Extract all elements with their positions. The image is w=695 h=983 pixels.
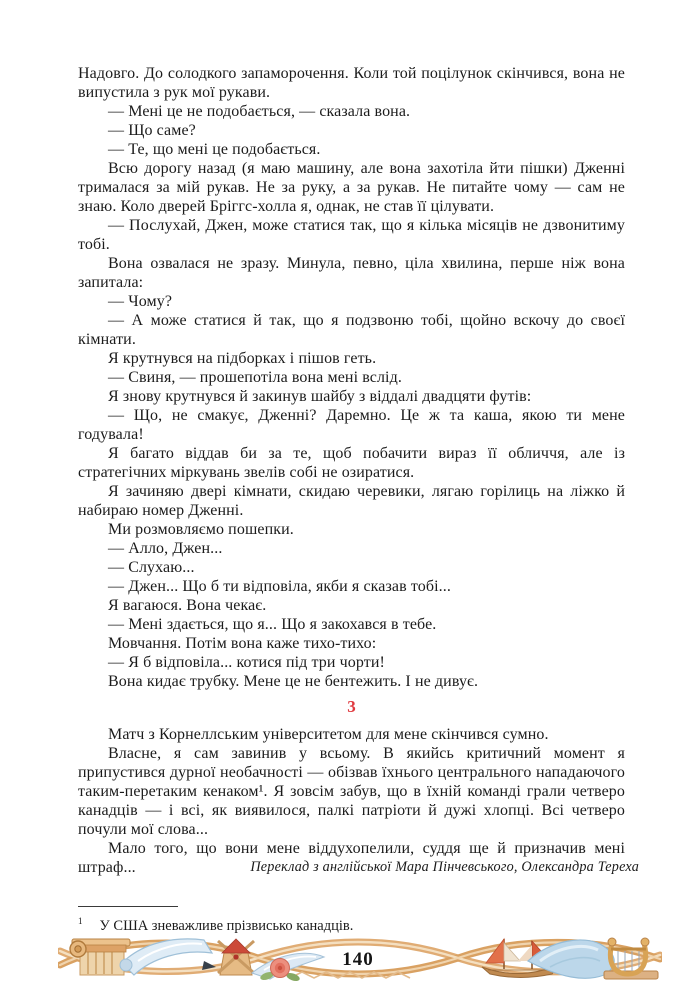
dialogue-line: — Джен... Що б ти відповіла, якби я сказав тобі... [108, 578, 451, 595]
paragraph: Я зачиняю двері кімнати, скидаю черевики, лягаю горілиць на ліжко й набираю номер Дженні. [78, 483, 625, 519]
paragraph: Матч з Корнеллським університетом для мене скінчився сумно. [108, 726, 549, 743]
paragraph: Вона озвалася не зразу. Минула, певно, ціла хвилина, перше ніж вона запитала: [78, 255, 625, 291]
paragraph: Я вагаюся. Вона чекає. [108, 597, 267, 614]
windmill-icon [218, 939, 254, 975]
paragraph: Я крутнувся на підборках і пішов геть. [108, 350, 377, 367]
paragraph-text: Мало того, що вони мене віддухопелили, суддя ще й призначив мені штраф... [78, 840, 625, 876]
paragraph: Я багато віддав би за те, щоб побачити вираз її обличчя, але із стратегічних міркувань звелів собі не озиратися. [78, 445, 625, 481]
dialogue-line: — Чому? [108, 293, 173, 310]
dialogue-line: — Слухаю... [108, 559, 195, 576]
paragraph [78, 839, 639, 877]
section-number: 3 [347, 697, 356, 716]
dialogue-line: — А може статися й так, що я подзвоню тобі, щойно вскочу до своєї кімнати. [78, 312, 625, 348]
page-text [78, 64, 639, 877]
dialogue-line: — Мені це не подобається, — сказала вона. [108, 103, 411, 120]
footnote-marker: 1 [78, 916, 83, 926]
footnote-text: У США зневажливе прізвисько канадців. [99, 917, 354, 934]
dialogue-line: — Що, не смакує, Дженні? Даремно. Це ж та каша, якою ти мене годувала! [78, 407, 625, 443]
column-icon [70, 939, 130, 975]
dialogue-line: — Що саме? [108, 122, 196, 139]
paragraph: Вона кидає трубку. Мене це не бентежить. І не дивує. [108, 673, 479, 690]
translator-credit: Переклад з англійської Мара Пінчевського, Олександра Тереха [250, 859, 639, 875]
dialogue-line: — Свиня, — прошепотіла вона мені вслід. [108, 369, 402, 386]
dialogue-line: — Мені здається, що я... Що я закохався в тебе. [108, 616, 437, 633]
footer-ornament [58, 931, 662, 983]
dialogue-line: — Алло, Джен... [108, 540, 223, 557]
paragraph: Я знову крутнувся й закинув шайбу з віддалі двадцяти футів: [108, 388, 532, 405]
page-number: 140 [342, 949, 374, 970]
paragraph: Мовчання. Потім вона каже тихо-тихо: [108, 635, 377, 652]
paragraph: Надовго. До солодкого запаморочення. Коли той поцілунок скінчився, вона не випустила з рук мої рукави. [78, 65, 625, 101]
paragraph: Ми розмовляємо пошепки. [108, 521, 294, 538]
paragraph: Власне, я сам завинив у всьому. В якийсь критичний момент я припустився дурної необачності — обізвав їхнього центрального нападаючого таким-перетаким кенаком¹. Я зовсім забув, що в їхній команді грали четверо канадців — і всі, як виявилося, палкі патріоти й дужі хлопці. Всі четверо почули мої слова... [78, 745, 625, 838]
dialogue-line: — Те, що мені це подобається. [108, 141, 321, 158]
dialogue-line: — Послухай, Джен, може статися так, що я кілька місяців не дзвонитиму тобі. [78, 217, 625, 253]
footnote-divider [78, 906, 178, 907]
paragraph: Всю дорогу назад (я маю машину, але вона захотіла йти пішки) Дженні трималася за мій рукав. Не за руку, а за рукав. Не питайте чому — сам не знаю. Коло дверей Бріггс-холла я, однак, не став її цілувати. [78, 160, 625, 215]
dialogue-line: — Я б відповіла... котися під три чорти! [108, 654, 385, 671]
